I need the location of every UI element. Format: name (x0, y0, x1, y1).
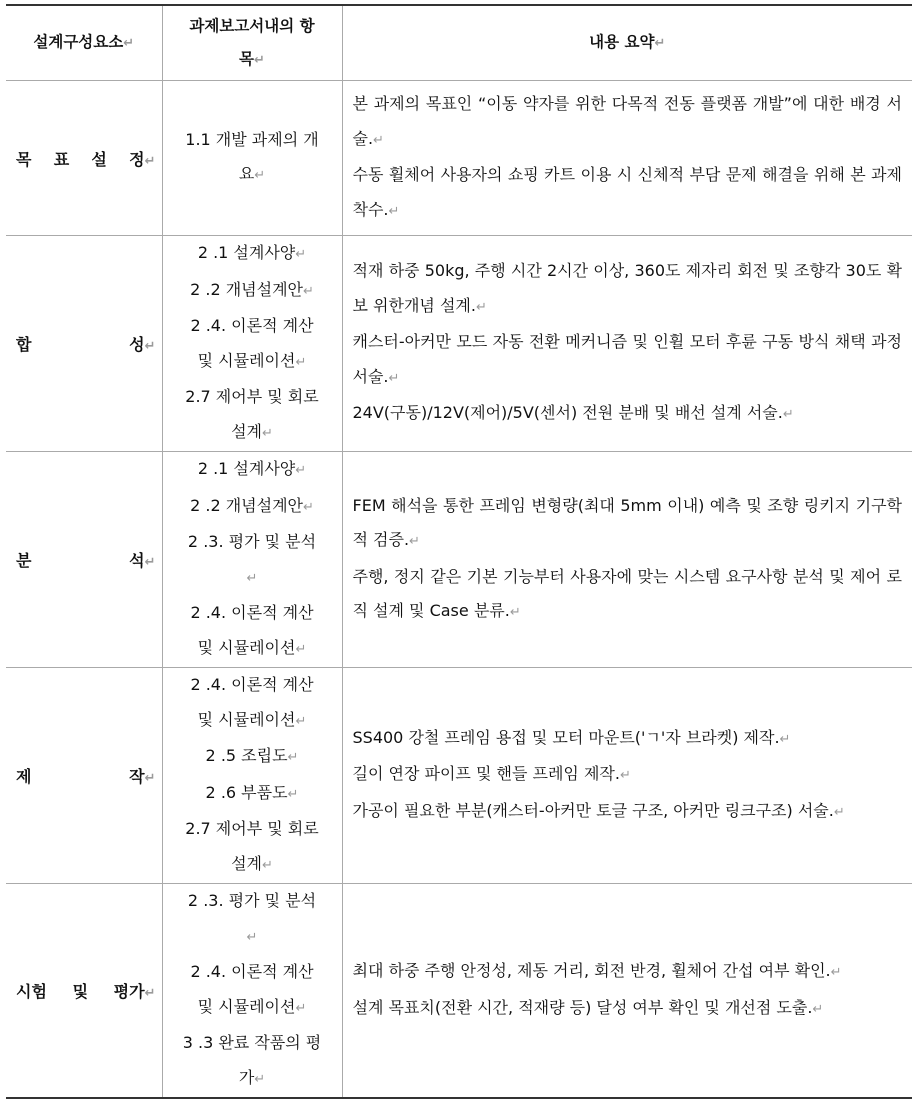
summary-cell (342, 668, 912, 884)
report-items-cell: 1.1 개발 과제의 개요↵ (162, 81, 342, 236)
report-item: 2 .4. 이론적 계산 및 시뮬레이션 (190, 675, 314, 729)
header-row (6, 5, 912, 81)
report-item: 1.1 개발 과제의 개요 (185, 129, 319, 183)
summary-paragraph: FEM 해석을 통한 프레임 변형량(최대 5mm 이내) 예측 및 조향 링키지 기구학적 검증.↵ (352, 495, 902, 549)
header-report-items: 과제보고서내의 항목↵ (162, 5, 342, 81)
report-items-cell: 2 .3. 평가 및 분석↵ 2 .4. 이론적 계산 및 시뮬레이션↵ 3 .3 완료 작품의 평가↵ (162, 884, 342, 1099)
summary-cell (342, 81, 912, 236)
design-components-table (6, 4, 912, 1099)
table-row (6, 236, 912, 452)
report-item: 2 .3. 평가 및 분석 (187, 532, 317, 551)
summary-paragraph: 캐스터-아커만 모드 자동 전환 메커니즘 및 인휠 모터 후륜 구동 방식 채택 과정 서술.↵ (352, 332, 902, 386)
table-row (6, 81, 912, 236)
header-summary: 내용 요약↵ (342, 5, 912, 81)
summary-paragraph: 수동 휠체어 사용자의 쇼핑 카트 이용 시 신체적 부담 문제 해결을 위해 본 과제 착수.↵ (352, 165, 902, 219)
summary-paragraph: SS400 강철 프레임 용접 및 모터 마운트('ㄱ'자 브라켓) 제작.↵ (352, 727, 791, 747)
summary-paragraph: 길이 연장 파이프 및 핸들 프레임 제작.↵ (352, 764, 631, 784)
header-component: 설계구성요소↵ (6, 5, 162, 81)
summary-paragraph: 24V(구동)/12V(제어)/5V(센서) 전원 분배 및 배선 설계 서술.↵ (352, 403, 794, 423)
design-component-label: 분 석↵ (16, 551, 156, 570)
report-item: 2 .4. 이론적 계산 및 시뮬레이션 (190, 962, 314, 1016)
report-item: 2 .5 조립도 (205, 746, 288, 765)
summary-cell (342, 452, 912, 668)
design-component-cell (6, 236, 162, 452)
design-component-cell (6, 884, 162, 1099)
summary-paragraph: 본 과제의 목표인 “이동 약자를 위한 다목적 전동 플랫폼 개발”에 대한 배경 서술.↵ (352, 94, 902, 148)
report-item: 2 .1 설계사양 (197, 243, 296, 262)
report-items-cell: 2 .4. 이론적 계산 및 시뮬레이션↵ 2 .5 조립도↵ 2 .6 부품도↵ 2.7 제어부 및 회로설계↵ (162, 668, 342, 884)
report-item: 2 .4. 이론적 계산 및 시뮬레이션 (190, 603, 314, 657)
design-component-label: 합 성↵ (16, 335, 156, 354)
summary-paragraph: 가공이 필요한 부분(캐스터-아커만 토글 구조, 아커만 링크구조) 서술.↵ (352, 800, 845, 820)
report-items-cell: 2 .1 설계사양↵ 2 .2 개념설계안↵ 2 .3. 평가 및 분석↵ 2 .4. 이론적 계산 및 시뮬레이션↵ (162, 452, 342, 668)
report-item: 2 .2 개념설계안 (190, 495, 303, 515)
report-item: 2 .4. 이론적 계산 및 시뮬레이션 (190, 316, 314, 370)
design-component-cell (6, 452, 162, 668)
summary-cell (342, 236, 912, 452)
design-component-label: 시험 및 평가↵ (16, 982, 156, 1001)
report-item: 3 .3 완료 작품의 평가 (182, 1033, 322, 1087)
report-item: 2 .6 부품도 (205, 782, 288, 802)
design-component-cell (6, 81, 162, 236)
table-row (6, 884, 912, 1099)
summary-paragraph: 최대 하중 주행 안정성, 제동 거리, 회전 반경, 휠체어 간섭 여부 확인.↵ (352, 961, 842, 980)
table-row (6, 668, 912, 884)
report-item: 2.7 제어부 및 회로설계 (185, 819, 319, 873)
report-item: 2 .2 개념설계안 (190, 279, 303, 299)
report-items-cell: 2 .1 설계사양↵ 2 .2 개념설계안↵ 2 .4. 이론적 계산 및 시뮬레이션↵ 2.7 제어부 및 회로설계↵ (162, 236, 342, 452)
report-item: 2.7 제어부 및 회로설계 (185, 387, 319, 441)
design-component-label: 목 표 설 정↵ (16, 149, 156, 169)
table-row (6, 452, 912, 668)
design-component-label: 제 작↵ (16, 767, 156, 786)
report-item: 2 .1 설계사양 (197, 459, 296, 478)
summary-paragraph: 적재 하중 50kg, 주행 시간 2시간 이상, 360도 제자리 회전 및 조향각 30도 확보 위한개념 설계.↵ (352, 261, 902, 315)
report-item: 2 .3. 평가 및 분석 (187, 891, 317, 910)
design-component-cell (6, 668, 162, 884)
summary-paragraph: 설계 목표치(전환 시간, 적재량 등) 달성 여부 확인 및 개선점 도출.↵ (352, 997, 824, 1017)
summary-cell (342, 884, 912, 1099)
summary-paragraph: 주행, 정지 같은 기본 기능부터 사용자에 맞는 시스템 요구사항 분석 및 제어 로직 설계 및 Case 분류.↵ (352, 566, 902, 620)
